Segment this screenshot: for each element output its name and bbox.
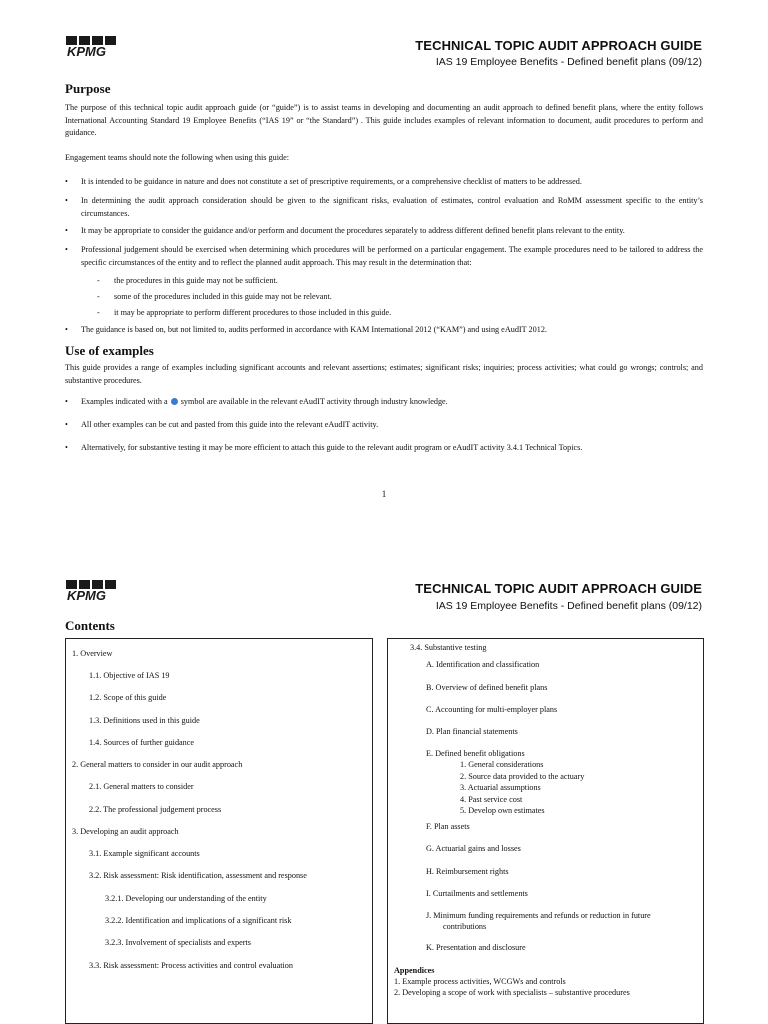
svg-text:KPMG: KPMG bbox=[67, 44, 106, 58]
toc-entry[interactable]: 3.1. Example significant accounts bbox=[89, 849, 200, 858]
toc-entry[interactable]: J. Minimum funding requirements and refunds or reduction in future bbox=[426, 911, 651, 920]
appendices-heading: Appendices bbox=[394, 966, 435, 975]
purpose-paragraph: The purpose of this technical topic audit approach guide (or “guide”) is to assist teams in developing and documenting an audit approach to defined benefit plans, where the entity follows International Accounting Standard 19 Employee Benefits (“IAS 19” or “the Standard”) . This guide includes examples of relevant information to document, audit procedures to perform and guidance. bbox=[65, 103, 703, 138]
toc-entry[interactable]: 2. General matters to consider in our audit approach bbox=[72, 760, 243, 769]
toc-entry[interactable]: A. Identification and classification bbox=[426, 660, 540, 669]
page-1: KPMG TECHNICAL TOPIC AUDIT APPROACH GUIDE IAS 19 Employee Benefits - Defined benefit plans (09/12) Purpose The purpose of this technical topic audit approach guide (or “guide”) is to assist teams in developing and documenting an audit approach to defined benefit plans, where the entity follows International Accounting Standard 19 Employee Benefits (“IAS 19” or “the Standard”) . This guide includes examples of relevant information to document, audit procedures to perform and guidance. Engagement teams should note the following when using this guide: • It is intended to be guidance in nature and does not constitute a set of prescriptive requirements, or a comprehensive checklist of matters to be addressed. • In determining the audit approach consideration should be given to the significant risks, evaluation of estimates, control evaluation and RoMM assessment specific to the entity’s circumstances. • It may be appropriate to consider the guidance and/or perform and document the procedures separately to address different defined benefit plans relevant to the entity. • Professional judgement should be exercised when determining which procedures will be performed on a particular engagement. The example procedures need to be tailored to address the specific circumstances of the entity and to reflect the planned audit approach. This may result in the determination that: - the procedures in this guide may not be sufficient. - some of the procedures included in this guide may not be relevant. - it may be appropriate to perform different procedures to those included in this guide. • The guidance is based on, but not limited to, audits performed in accordance with KAM International 2012 (“KAM”) and using eAudIT 2012. Use of examples This guide provides a range of examples including significant accounts and relevant assertions; estimates; significant risks; inquiries; process activities; what could go wrongs; controls; and substantive procedures. • Examples indicated with a symbol are available in the relevant eAudIT activity through industry knowledge. • All other examples can be cut and pasted from this guide into the relevant eAudIT activity. • Alternatively, for substantive testing it may be more efficient to attach this guide to the relevant audit program or eAudIT activity 3.4.1 Technical Topics. 1 bbox=[0, 0, 768, 520]
toc-right-box bbox=[387, 638, 704, 1024]
toc-entry[interactable]: 3.2. Risk assessment: Risk identification, assessment and response bbox=[89, 871, 307, 880]
toc-entry[interactable]: 3.2.3. Involvement of specialists and experts bbox=[105, 938, 251, 947]
toc-entry[interactable]: 3.3. Risk assessment: Process activities and control evaluation bbox=[89, 961, 293, 970]
toc-entry[interactable]: H. Reimbursement rights bbox=[426, 867, 509, 876]
kpmg-logo bbox=[66, 580, 118, 602]
page-number: 1 bbox=[381, 489, 387, 499]
toc-entry[interactable]: 3.2.2. Identification and implications of a significant risk bbox=[105, 916, 292, 925]
toc-entry[interactable]: G. Actuarial gains and losses bbox=[426, 844, 521, 853]
header-subtitle: IAS 19 Employee Benefits - Defined benefit plans (09/12) bbox=[435, 56, 702, 68]
appendix-entry[interactable]: 2. Developing a scope of work with specialists – substantive procedures bbox=[394, 988, 630, 997]
header-title: TECHNICAL TOPIC AUDIT APPROACH GUIDE bbox=[415, 581, 702, 596]
toc-subentry[interactable]: 2. Source data provided to the actuary bbox=[460, 772, 585, 781]
appendix-entry[interactable]: 1. Example process activities, WCGWs and controls bbox=[394, 977, 566, 986]
toc-entry[interactable]: 1.1. Objective of IAS 19 bbox=[89, 671, 170, 680]
toc-entry-continued: contributions bbox=[443, 922, 487, 931]
toc-entry[interactable]: 3.2.1. Developing our understanding of the entity bbox=[105, 894, 267, 903]
toc-left-box bbox=[65, 638, 373, 1024]
kpmg-logo bbox=[66, 36, 118, 58]
toc-entry[interactable]: C. Accounting for multi-employer plans bbox=[426, 705, 558, 714]
globe-icon bbox=[171, 398, 178, 405]
page-2 bbox=[0, 545, 768, 1024]
header-subtitle: IAS 19 Employee Benefits - Defined benefit plans (09/12) bbox=[435, 600, 702, 612]
engagement-intro: Engagement teams should note the following when using this guide: bbox=[65, 153, 289, 162]
toc-entry[interactable]: F. Plan assets bbox=[426, 822, 470, 831]
toc-subentry[interactable]: 1. General considerations bbox=[460, 760, 544, 769]
toc-entry[interactable]: D. Plan financial statements bbox=[426, 727, 518, 736]
toc-entry[interactable]: E. Defined benefit obligations bbox=[426, 749, 525, 758]
toc-entry[interactable]: 3.4. Substantive testing bbox=[410, 643, 487, 652]
svg-text:KPMG: KPMG bbox=[67, 588, 106, 602]
toc-entry[interactable]: 1.4. Sources of further guidance bbox=[89, 738, 195, 747]
toc-entry[interactable]: 2.1. General matters to consider bbox=[89, 782, 194, 791]
toc-entry[interactable]: 1.3. Definitions used in this guide bbox=[89, 716, 200, 725]
purpose-heading: Purpose bbox=[65, 81, 111, 96]
toc-subentry[interactable]: 5. Develop own estimates bbox=[460, 806, 545, 815]
toc-subentry[interactable]: 4. Past service cost bbox=[460, 795, 523, 804]
examples-heading: Use of examples bbox=[65, 343, 154, 358]
examples-paragraph: This guide provides a range of examples including significant accounts and relevant assertions; estimates; significant risks; inquiries; process activities; what could go wrongs; controls; and substantive procedures. bbox=[65, 363, 703, 385]
toc-entry[interactable]: B. Overview of defined benefit plans bbox=[426, 683, 548, 692]
toc-entry[interactable]: K. Presentation and disclosure bbox=[426, 943, 526, 952]
toc-entry[interactable]: I. Curtailments and settlements bbox=[426, 889, 528, 898]
contents-heading: Contents bbox=[65, 618, 115, 633]
toc-entry[interactable]: 1. Overview bbox=[72, 649, 113, 658]
header-title: TECHNICAL TOPIC AUDIT APPROACH GUIDE bbox=[415, 38, 702, 53]
toc-entry[interactable]: 1.2. Scope of this guide bbox=[89, 693, 167, 702]
toc-entry[interactable]: 3. Developing an audit approach bbox=[72, 827, 179, 836]
toc-subentry[interactable]: 3. Actuarial assumptions bbox=[460, 783, 541, 792]
toc-entry[interactable]: 2.2. The professional judgement process bbox=[89, 805, 222, 814]
